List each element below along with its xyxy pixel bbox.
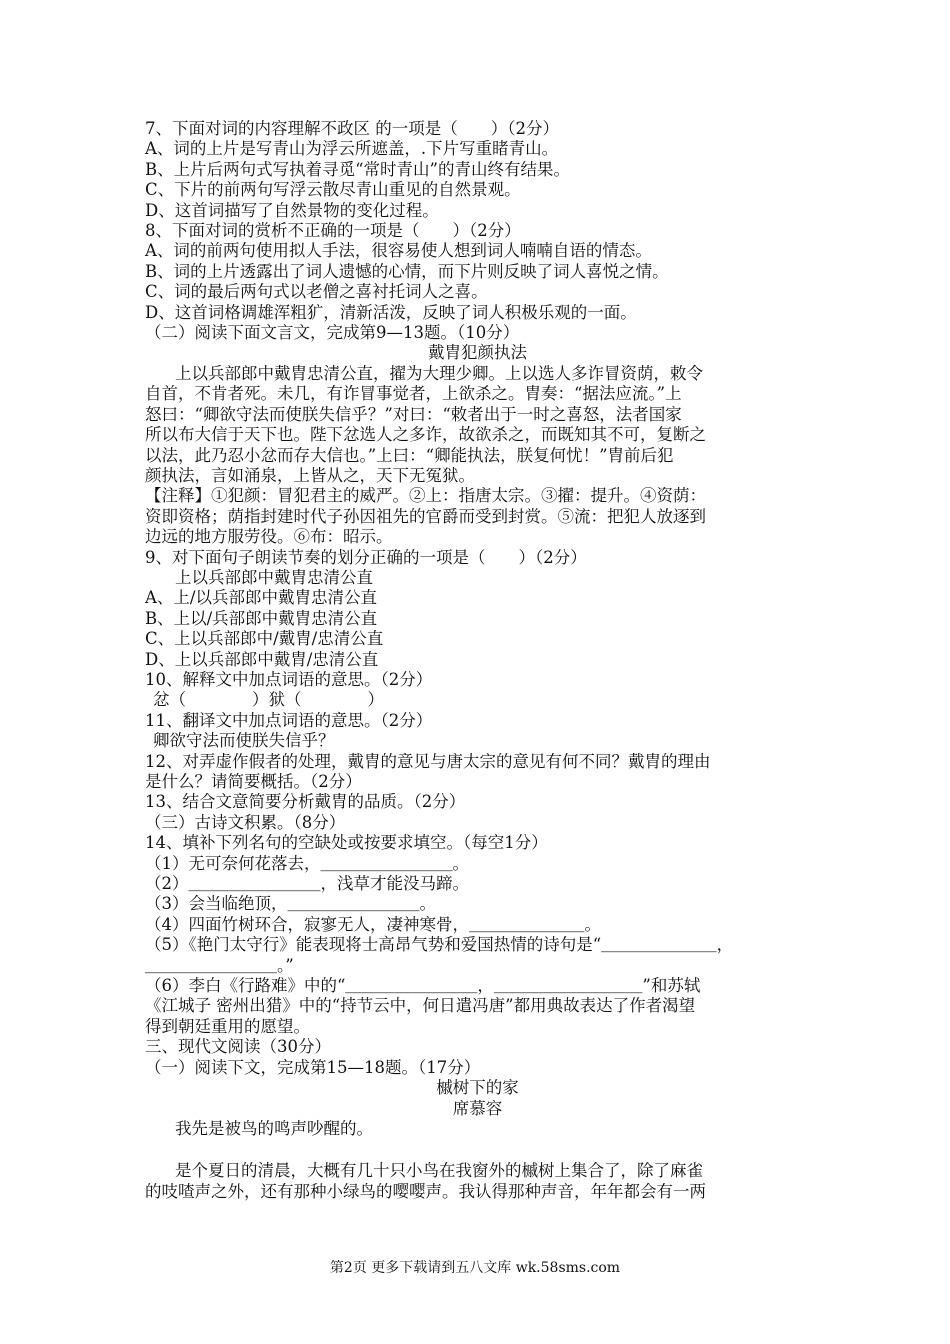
section-heading: （二）阅读下面文言文，完成第9—13题。（10分） <box>145 323 520 343</box>
question-14: 14、填补下列名句的空缺处或按要求填空。（每空1分） <box>145 833 548 853</box>
question-11: 11、翻译文中加点词语的意思。（2分） <box>145 710 433 730</box>
question-12-cont: 是什么？请简要概括。（2分） <box>145 772 362 791</box>
q7-option-b: B、上片后两句式写执着寻觅“常时青山”的青山终有结果。 <box>145 159 570 179</box>
q14-item-4: （4）四面竹树环合，寂寥无人，凄神寒骨，＿＿＿＿＿＿＿。 <box>145 914 601 934</box>
q8-option-d: D、这首词格调雄浑粗犷，清新活泼，反映了词人积极乐观的一面。 <box>145 302 637 322</box>
q14-item-6-cont: 得到朝廷重用的愿望。 <box>145 1016 310 1036</box>
q7-option-d: D、这首词描写了自然景物的变化过程。 <box>145 200 439 220</box>
q8-option-c: C、词的最后两句式以老僧之喜衬托词人之喜。 <box>145 282 488 302</box>
q14-item-6-cont: 《江城子 密州出猎》中的“持节云中，何日遣冯唐”都用典故表达了作者渴望 <box>145 996 696 1016</box>
q10-blanks: 忿（ ）狱（ ） <box>153 690 384 710</box>
q14-item-1: （1）无可奈何花落去，＿＿＿＿＿＿＿＿。 <box>145 853 469 873</box>
q7-option-c: C、下片的前两句写浮云散尽青山重见的自然景观。 <box>145 180 521 200</box>
q9-option-d: D、上以兵部郎中戴胄/忠清公直 <box>145 649 379 669</box>
passage-line: 上以兵部郎中戴胄忠清公直，擢为大理少卿。上以选人多诈冒资荫，敕令 <box>175 363 703 383</box>
essay-author: 席慕容 <box>452 1098 503 1118</box>
page-footer: 第2页 更多下载请到五八文库 wk.58sms.com <box>329 1260 621 1276</box>
essay-paragraph: 的吱喳声之外，还有那种小绿鸟的嘤嘤声。我认得那种声音，年年都会有一两 <box>145 1181 706 1201</box>
q9-option-a: A、上/以兵部郎中戴胄忠清公直 <box>145 588 377 608</box>
section-heading: （三）古诗文积累。（8分） <box>145 812 346 832</box>
q8-option-a: A、词的前两句使用拟人手法，很容易使人想到词人喃喃自语的情态。 <box>145 241 652 261</box>
passage-line: 所以布大信于天下也。陛下忿选人之多诈，故欲杀之，而既知其不可，复断之 <box>145 425 706 445</box>
paragraph-gap <box>145 1139 810 1161</box>
q7-option-a: A、词的上片是写青山为浮云所遮盖，.下片写重睹青山。 <box>145 139 559 159</box>
essay-paragraph: 我先是被鸟的鸣声吵醒的。 <box>175 1118 373 1138</box>
q14-item-6: （6）李白《行路难》中的“＿＿＿＿＿＿＿＿，＿＿＿＿＿＿＿＿＿”和苏轼 <box>145 976 701 996</box>
essay-paragraph: 是个夏日的清晨，大概有几十只小鸟在我窗外的槭树上集合了，除了麻雀 <box>175 1161 703 1181</box>
section-heading: （一）阅读下文，完成第15—18题。（17分） <box>145 1057 481 1077</box>
question-12: 12、对弄虚作假者的处理，戴胄的意见与唐太宗的意见有何不同？戴胄的理由 <box>145 751 711 771</box>
passage-line: 自首，不肯者死。未几，有诈冒事觉者，上欲杀之。胄奏：“据法应流。”上 <box>145 384 682 404</box>
essay-title: 槭树下的家 <box>436 1078 519 1098</box>
part-heading: 三、现代文阅读（30分） <box>145 1037 331 1057</box>
q8-option-b: B、词的上片透露出了词人遗憾的心情，而下片则反映了词人喜悦之情。 <box>145 261 669 281</box>
q14-item-2: （2）＿＿＿＿＿＿＿＿，浅草才能没马蹄。 <box>145 874 469 894</box>
annotation-line: 【注释】①犯颜：冒犯君主的威严。②上：指唐太宗。③擢：提升。④资荫： <box>145 486 706 506</box>
annotation-line: 边远的地方服劳役。⑥布：昭示。 <box>145 527 393 547</box>
question-9: 9、对下面句子朗读节奏的划分正确的一项是（ ）（2分） <box>145 547 587 567</box>
q14-item-3: （3）会当临绝顶，＿＿＿＿＿＿＿＿。 <box>145 894 436 914</box>
passage-line: 以法，此乃忍小忿而存大信也。”上曰：“卿能执法，朕复何忧！”胄前后犯 <box>145 445 674 465</box>
question-13: 13、结合文意简要分析戴胄的品质。（2分） <box>145 792 466 812</box>
q14-item-5-cont: ＿＿＿＿＿＿＿＿。” <box>145 955 294 975</box>
question-10: 10、解释文中加点词语的意思。（2分） <box>145 669 433 689</box>
document-body <box>145 119 810 1202</box>
q14-item-5: （5）《艳门太守行》能表现将士高昂气势和爱国热情的诗句是“＿＿＿＿＿＿＿， <box>145 935 734 955</box>
question-7: 7、下面对词的内容理解不政区 的一项是（ ）（2分） <box>145 119 559 138</box>
passage-line: 颜执法，言如涌泉，上皆从之，天下无冤狱。 <box>145 465 475 485</box>
q9-option-b: B、上以/兵部郎中戴胄忠清公直 <box>145 608 378 628</box>
annotation-line: 资即资格；荫指封建时代子孙因祖先的官爵而受到封赏。⑤流：把犯人放逐到 <box>145 506 706 526</box>
passage-title: 戴胄犯颜执法 <box>428 343 527 363</box>
passage-line: 怒曰：“卿欲守法而使朕失信乎？”对曰：“敕者出于一时之喜怒，法者国家 <box>145 404 682 424</box>
question-8: 8、下面对词的赏析不正确的一项是（ ）（2分） <box>145 221 521 241</box>
q9-sentence: 上以兵部郎中戴胄忠清公直 <box>175 567 373 587</box>
q9-option-c: C、上以兵部郎中/戴胄/忠清公直 <box>145 629 384 649</box>
q11-sentence: 卿欲守法而使朕失信乎？ <box>153 731 335 751</box>
